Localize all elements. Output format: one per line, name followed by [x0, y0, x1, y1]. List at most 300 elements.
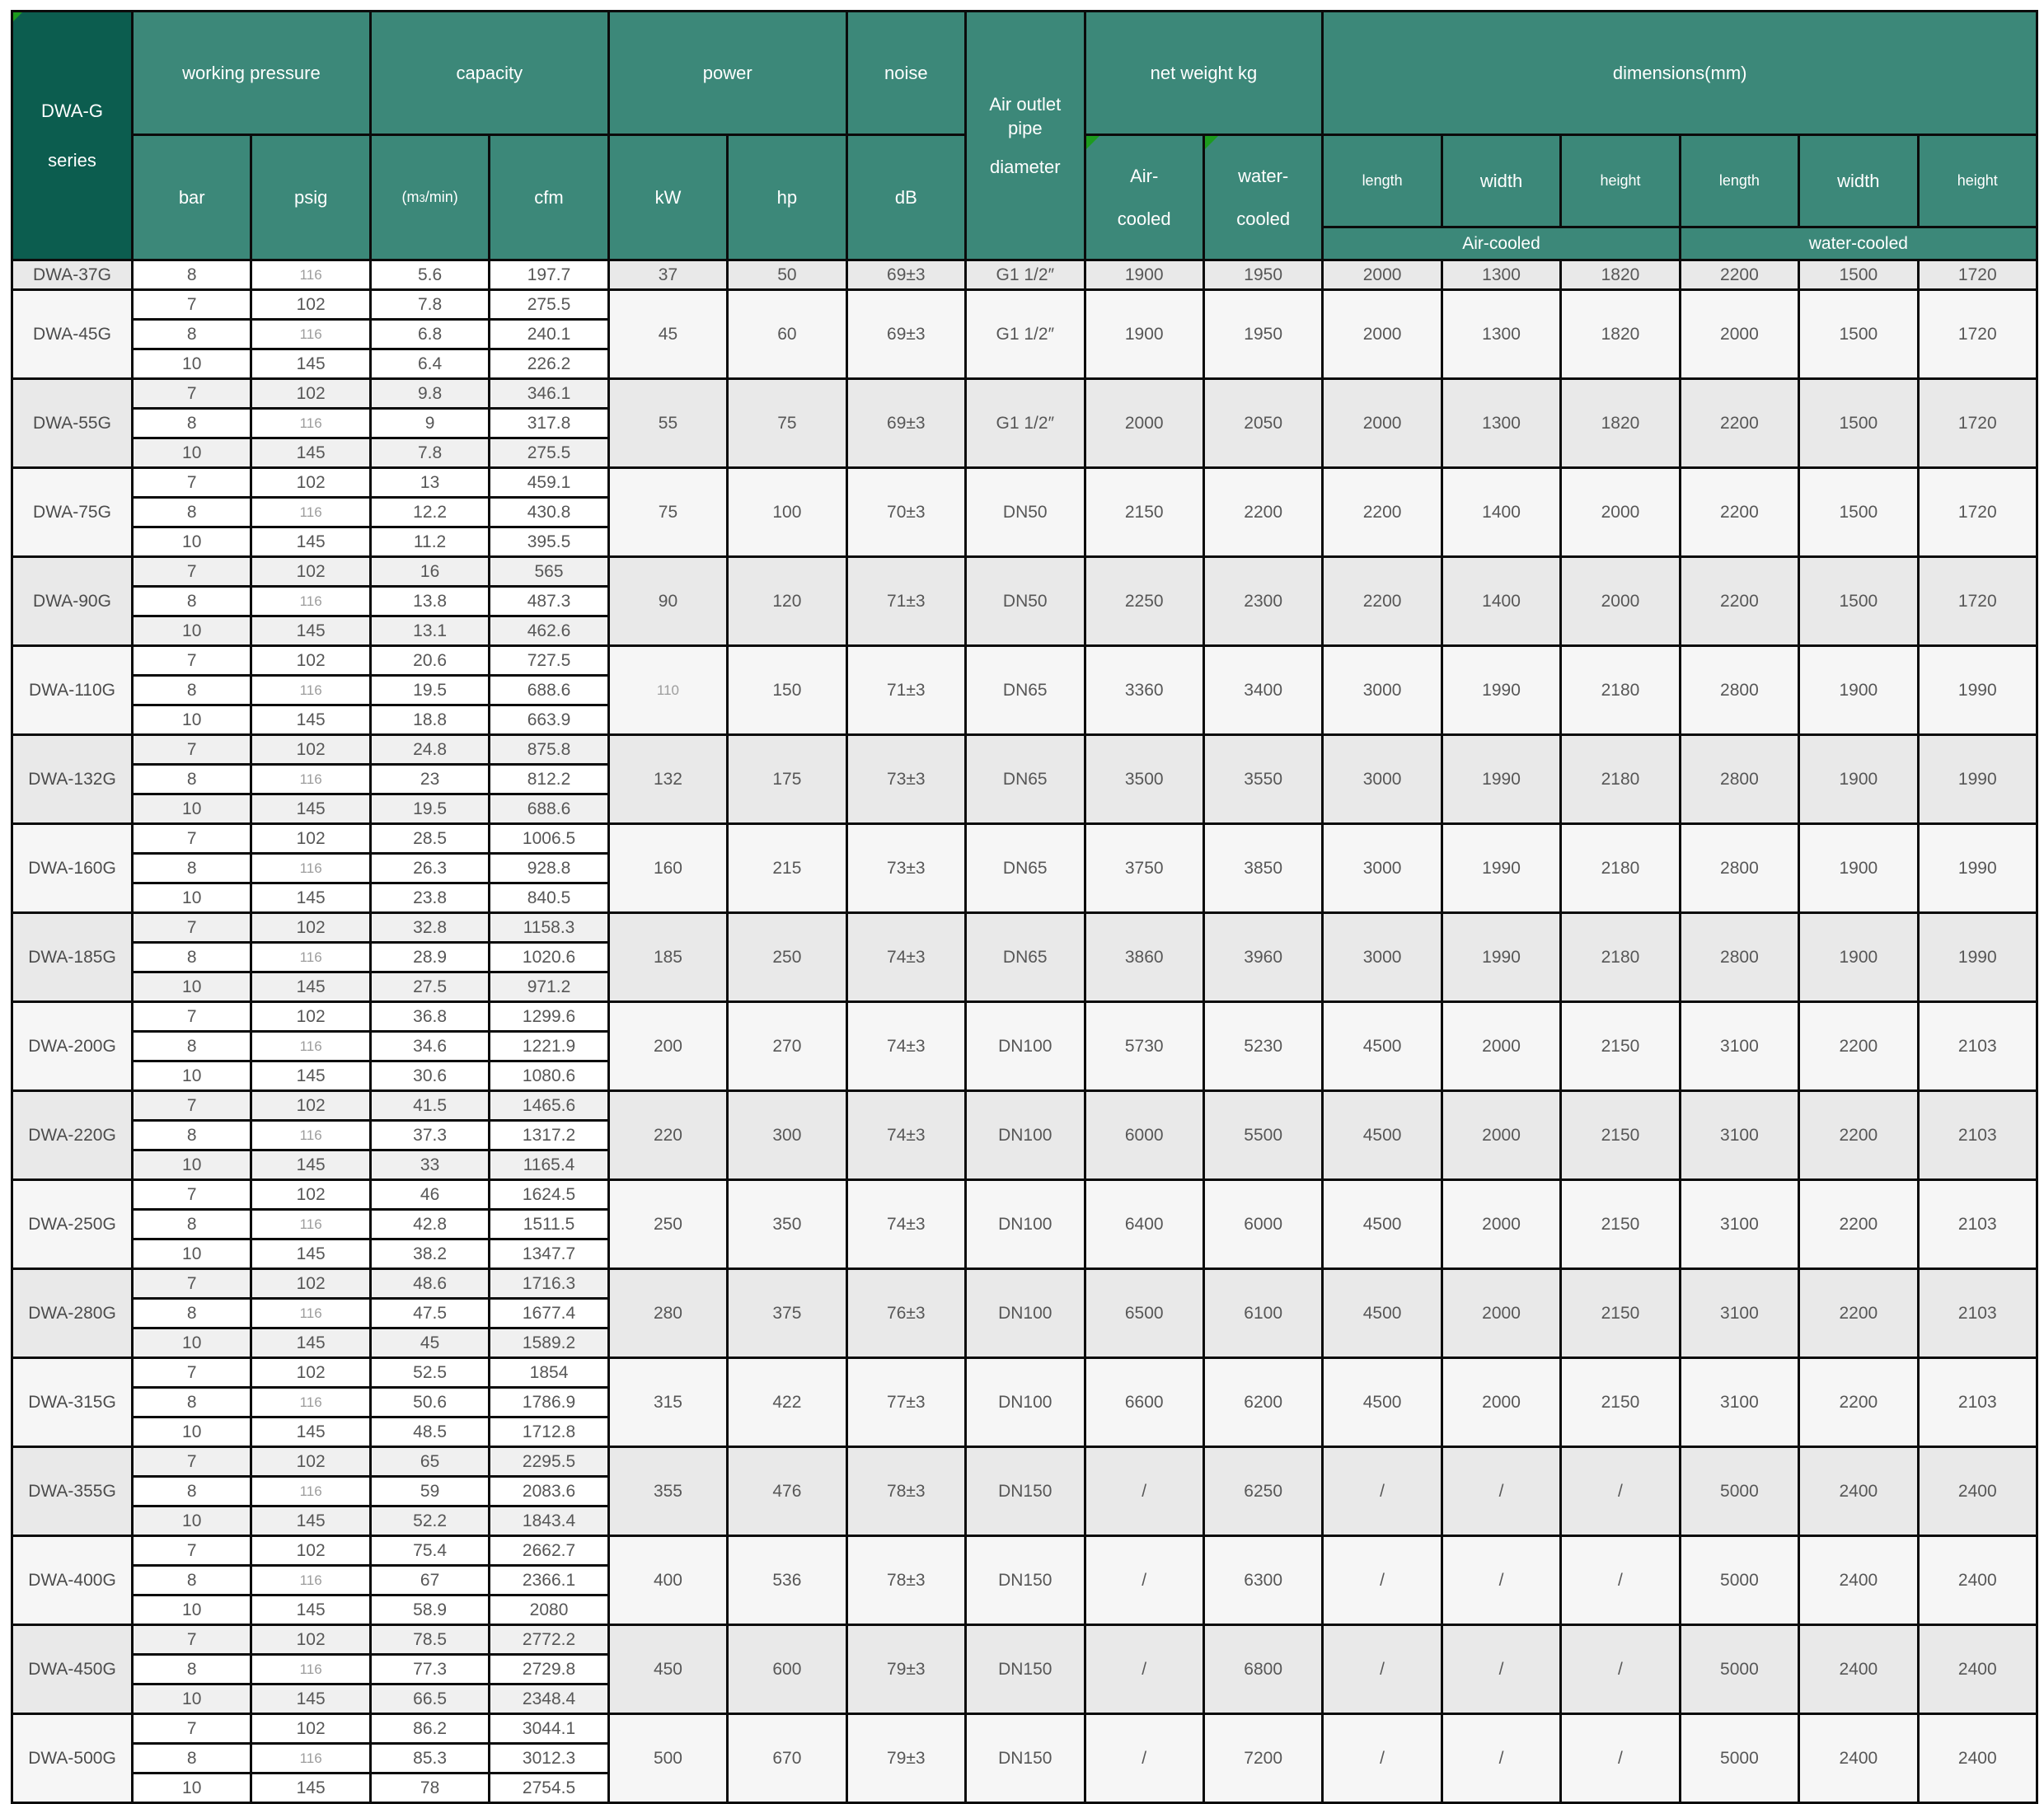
- group-header-dimensions: dimensions(mm): [1323, 12, 2037, 135]
- bar-cell: 10: [133, 1595, 251, 1625]
- psig-cell: 116: [251, 676, 370, 705]
- flow-cell: 13: [370, 468, 489, 498]
- noise-cell: 71±3: [846, 557, 965, 646]
- spec-row: [12, 1358, 2037, 1388]
- cfm-cell: 2080: [490, 1595, 608, 1625]
- wc-height-cell: 2400: [1918, 1536, 2037, 1625]
- weight-air-cell: 3860: [1085, 913, 1203, 1002]
- flow-cell: 13.1: [370, 616, 489, 646]
- model-cell: DWA-280G: [12, 1269, 133, 1358]
- pipe-cell: DN100: [966, 1091, 1085, 1180]
- cfm-cell: 840.5: [490, 883, 608, 913]
- model-cell: DWA-450G: [12, 1625, 133, 1714]
- cfm-cell: 1511.5: [490, 1210, 608, 1239]
- bar-cell: 8: [133, 409, 251, 438]
- psig-cell: 102: [251, 646, 370, 676]
- flow-cell: 11.2: [370, 527, 489, 557]
- noise-cell: 74±3: [846, 1180, 965, 1269]
- psig-cell: 102: [251, 1714, 370, 1744]
- psig-cell: 145: [251, 1150, 370, 1180]
- wc-width-cell: 2200: [1799, 1180, 1918, 1269]
- bar-cell: 7: [133, 1269, 251, 1299]
- flow-cell: 19.5: [370, 676, 489, 705]
- cfm-cell: 459.1: [490, 468, 608, 498]
- psig-cell: 145: [251, 1685, 370, 1714]
- psig-cell: 145: [251, 616, 370, 646]
- flow-cell: 24.8: [370, 735, 489, 765]
- wc-length-cell: 2800: [1680, 735, 1798, 824]
- wc-height-cell: 2103: [1918, 1269, 2037, 1358]
- psig-cell: 102: [251, 1447, 370, 1477]
- weight-water-cell: 6200: [1203, 1358, 1322, 1447]
- wc-length-cell: 3100: [1680, 1091, 1798, 1180]
- ac-width-cell: 1990: [1442, 646, 1560, 735]
- model-cell: DWA-400G: [12, 1536, 133, 1625]
- cfm-cell: 3012.3: [490, 1744, 608, 1774]
- noise-cell: 74±3: [846, 913, 965, 1002]
- cfm-cell: 430.8: [490, 498, 608, 527]
- psig-cell: 102: [251, 735, 370, 765]
- bar-cell: 7: [133, 1002, 251, 1032]
- table-body: [12, 260, 2037, 1803]
- flow-cell: 6.8: [370, 320, 489, 349]
- wc-length-cell: 5000: [1680, 1625, 1798, 1714]
- bar-cell: 7: [133, 468, 251, 498]
- cfm-cell: 1786.9: [490, 1388, 608, 1417]
- bar-cell: 7: [133, 1447, 251, 1477]
- noise-cell: 74±3: [846, 1091, 965, 1180]
- subheader-kw: kW: [608, 135, 727, 260]
- kw-cell: 160: [608, 824, 727, 913]
- psig-cell: 145: [251, 1506, 370, 1536]
- series-header-cell: [12, 12, 133, 260]
- wc-length-cell: 3100: [1680, 1180, 1798, 1269]
- weight-air-cell: 2250: [1085, 557, 1203, 646]
- wc-height-cell: 1720: [1918, 379, 2037, 468]
- psig-cell: 145: [251, 1774, 370, 1803]
- pipe-cell: G1 1/2″: [966, 379, 1085, 468]
- cfm-cell: 2772.2: [490, 1625, 608, 1655]
- wc-width-cell: 2400: [1799, 1625, 1918, 1714]
- bar-cell: 7: [133, 1714, 251, 1744]
- psig-cell: 116: [251, 765, 370, 794]
- wc-length-cell: 2800: [1680, 824, 1798, 913]
- weight-water-cell: 6800: [1203, 1625, 1322, 1714]
- ac-length-cell: 4500: [1323, 1091, 1442, 1180]
- wc-width-cell: 1900: [1799, 646, 1918, 735]
- bar-cell: 7: [133, 290, 251, 320]
- pipe-cell: DN100: [966, 1002, 1085, 1091]
- ac-width-cell: 1300: [1442, 379, 1560, 468]
- subheader-wc-width: width: [1799, 135, 1918, 227]
- kw-cell: 500: [608, 1714, 727, 1803]
- flow-cell: 66.5: [370, 1685, 489, 1714]
- ac-width-cell: /: [1442, 1714, 1560, 1803]
- flow-cell: 23.8: [370, 883, 489, 913]
- cfm-cell: 928.8: [490, 854, 608, 883]
- wc-height-cell: 1990: [1918, 735, 2037, 824]
- flow-cell: 13.8: [370, 587, 489, 616]
- bar-cell: 8: [133, 320, 251, 349]
- flow-cell: 5.6: [370, 260, 489, 290]
- kw-cell: 200: [608, 1002, 727, 1091]
- ac-length-cell: 4500: [1323, 1002, 1442, 1091]
- flow-cell: 67: [370, 1566, 489, 1595]
- flow-cell: 47.5: [370, 1299, 489, 1328]
- cfm-cell: 2729.8: [490, 1655, 608, 1685]
- bar-cell: 7: [133, 1358, 251, 1388]
- kw-cell: 110: [608, 646, 727, 735]
- pipe-cell: DN65: [966, 735, 1085, 824]
- pipe-cell: DN150: [966, 1447, 1085, 1536]
- psig-cell: 116: [251, 1121, 370, 1150]
- weight-air-cell: 3500: [1085, 735, 1203, 824]
- bar-cell: 8: [133, 1744, 251, 1774]
- ac-height-cell: 2150: [1561, 1358, 1680, 1447]
- flow-cell: 46: [370, 1180, 489, 1210]
- cfm-cell: 1712.8: [490, 1417, 608, 1447]
- pipe-cell: DN100: [966, 1358, 1085, 1447]
- weight-water-cell: 7200: [1203, 1714, 1322, 1803]
- cooling-label-air: Air-cooled: [1323, 227, 1680, 260]
- spec-row: [12, 1447, 2037, 1477]
- flow-cell: 12.2: [370, 498, 489, 527]
- subheader-bar: bar: [133, 135, 251, 260]
- weight-air-cell: 3750: [1085, 824, 1203, 913]
- bar-cell: 10: [133, 1328, 251, 1358]
- wc-width-cell: 1500: [1799, 260, 1918, 290]
- model-cell: DWA-55G: [12, 379, 133, 468]
- spec-row: [12, 1269, 2037, 1299]
- ac-length-cell: 4500: [1323, 1358, 1442, 1447]
- bar-cell: 10: [133, 438, 251, 468]
- ac-length-cell: 2200: [1323, 468, 1442, 557]
- psig-cell: 116: [251, 1566, 370, 1595]
- wc-length-cell: 3100: [1680, 1002, 1798, 1091]
- cfm-cell: 1677.4: [490, 1299, 608, 1328]
- wc-width-cell: 1500: [1799, 468, 1918, 557]
- weight-water-cell: 2300: [1203, 557, 1322, 646]
- psig-cell: 145: [251, 1417, 370, 1447]
- cfm-cell: 2366.1: [490, 1566, 608, 1595]
- flow-cell: 7.8: [370, 438, 489, 468]
- pipe-cell: DN65: [966, 913, 1085, 1002]
- spec-row: [12, 1180, 2037, 1210]
- psig-cell: 116: [251, 1655, 370, 1685]
- bar-cell: 7: [133, 735, 251, 765]
- bar-cell: 10: [133, 1685, 251, 1714]
- hp-cell: 100: [728, 468, 846, 557]
- weight-water-cell: 3960: [1203, 913, 1322, 1002]
- model-cell: DWA-220G: [12, 1091, 133, 1180]
- psig-cell: 102: [251, 379, 370, 409]
- bar-cell: 10: [133, 527, 251, 557]
- noise-cell: 69±3: [846, 379, 965, 468]
- ac-width-cell: 2000: [1442, 1358, 1560, 1447]
- kw-cell: 55: [608, 379, 727, 468]
- bar-cell: 8: [133, 1032, 251, 1061]
- noise-cell: 70±3: [846, 468, 965, 557]
- hp-cell: 150: [728, 646, 846, 735]
- ac-height-cell: 2180: [1561, 913, 1680, 1002]
- subheader-weight-air-cooled: Air- cooled: [1085, 135, 1203, 260]
- ac-width-cell: 1400: [1442, 557, 1560, 646]
- wc-height-cell: 1990: [1918, 913, 2037, 1002]
- bar-cell: 8: [133, 1655, 251, 1685]
- weight-water-cell: 1950: [1203, 290, 1322, 379]
- wc-width-cell: 2200: [1799, 1358, 1918, 1447]
- bar-cell: 8: [133, 1299, 251, 1328]
- wc-width-cell: 1500: [1799, 290, 1918, 379]
- hp-cell: 422: [728, 1358, 846, 1447]
- psig-cell: 116: [251, 587, 370, 616]
- hp-cell: 350: [728, 1180, 846, 1269]
- ac-width-cell: 1990: [1442, 824, 1560, 913]
- air-outlet-pipe-line1: Air outlet pipe: [989, 93, 1062, 138]
- cfm-cell: 1165.4: [490, 1150, 608, 1180]
- flow-cell: 9: [370, 409, 489, 438]
- ac-length-cell: /: [1323, 1536, 1442, 1625]
- ac-height-cell: 2150: [1561, 1269, 1680, 1358]
- bar-cell: 7: [133, 379, 251, 409]
- weight-water-cell: 5230: [1203, 1002, 1322, 1091]
- cfm-cell: 1020.6: [490, 943, 608, 972]
- flow-cell: 45: [370, 1328, 489, 1358]
- wc-height-cell: 1720: [1918, 468, 2037, 557]
- wc-width-cell: 2400: [1799, 1714, 1918, 1803]
- cfm-cell: 462.6: [490, 616, 608, 646]
- wc-width-cell: 1900: [1799, 824, 1918, 913]
- wc-height-cell: 1720: [1918, 557, 2037, 646]
- flow-cell: 23: [370, 765, 489, 794]
- wc-height-cell: 1720: [1918, 290, 2037, 379]
- flow-cell: 7.8: [370, 290, 489, 320]
- cfm-cell: 395.5: [490, 527, 608, 557]
- subheader-hp: hp: [728, 135, 846, 260]
- wc-length-cell: 2800: [1680, 913, 1798, 1002]
- psig-cell: 102: [251, 913, 370, 943]
- ac-height-cell: /: [1561, 1447, 1680, 1536]
- bar-cell: 10: [133, 794, 251, 824]
- bar-cell: 8: [133, 1566, 251, 1595]
- bar-cell: 7: [133, 1625, 251, 1655]
- psig-cell: 145: [251, 794, 370, 824]
- group-header-net-weight: net weight kg: [1085, 12, 1323, 135]
- ac-length-cell: 3000: [1323, 824, 1442, 913]
- flow-cell: 9.8: [370, 379, 489, 409]
- kw-cell: 280: [608, 1269, 727, 1358]
- psig-cell: 116: [251, 320, 370, 349]
- ac-length-cell: /: [1323, 1714, 1442, 1803]
- bar-cell: 7: [133, 1091, 251, 1121]
- weight-water-cell: 2050: [1203, 379, 1322, 468]
- cfm-cell: 727.5: [490, 646, 608, 676]
- cfm-cell: 1317.2: [490, 1121, 608, 1150]
- cfm-cell: 317.8: [490, 409, 608, 438]
- cfm-cell: 1158.3: [490, 913, 608, 943]
- psig-cell: 102: [251, 557, 370, 587]
- psig-cell: 116: [251, 1744, 370, 1774]
- flow-cell: 48.6: [370, 1269, 489, 1299]
- bar-cell: 10: [133, 1239, 251, 1269]
- ac-height-cell: 2180: [1561, 646, 1680, 735]
- weight-water-cell: 2200: [1203, 468, 1322, 557]
- noise-cell: 73±3: [846, 735, 965, 824]
- hp-cell: 215: [728, 824, 846, 913]
- group-header-power: power: [608, 12, 846, 135]
- cfm-cell: 197.7: [490, 260, 608, 290]
- noise-cell: 69±3: [846, 290, 965, 379]
- pipe-cell: DN65: [966, 824, 1085, 913]
- cfm-cell: 1624.5: [490, 1180, 608, 1210]
- ac-height-cell: 1820: [1561, 379, 1680, 468]
- wc-width-cell: 1500: [1799, 557, 1918, 646]
- ac-length-cell: /: [1323, 1625, 1442, 1714]
- cfm-cell: 875.8: [490, 735, 608, 765]
- weight-air-cell: 1900: [1085, 260, 1203, 290]
- subheader-db: dB: [846, 135, 965, 260]
- flow-cell: 42.8: [370, 1210, 489, 1239]
- ac-height-cell: 2000: [1561, 557, 1680, 646]
- cfm-cell: 240.1: [490, 320, 608, 349]
- psig-cell: 102: [251, 1625, 370, 1655]
- cfm-cell: 275.5: [490, 290, 608, 320]
- cfm-cell: 346.1: [490, 379, 608, 409]
- ac-width-cell: 1990: [1442, 735, 1560, 824]
- bar-cell: 10: [133, 1417, 251, 1447]
- psig-cell: 116: [251, 943, 370, 972]
- cfm-cell: 1347.7: [490, 1239, 608, 1269]
- weight-water-cell: 6100: [1203, 1269, 1322, 1358]
- hp-cell: 300: [728, 1091, 846, 1180]
- psig-cell: 145: [251, 1061, 370, 1091]
- wc-length-cell: 2200: [1680, 379, 1798, 468]
- wc-height-cell: 2103: [1918, 1002, 2037, 1091]
- model-cell: DWA-315G: [12, 1358, 133, 1447]
- kw-cell: 185: [608, 913, 727, 1002]
- wc-length-cell: 2000: [1680, 290, 1798, 379]
- wc-length-cell: 2200: [1680, 557, 1798, 646]
- ac-width-cell: /: [1442, 1536, 1560, 1625]
- ac-length-cell: 3000: [1323, 646, 1442, 735]
- bar-cell: 10: [133, 1150, 251, 1180]
- ac-height-cell: 2180: [1561, 824, 1680, 913]
- header-row-groups: [12, 12, 2037, 135]
- wc-height-cell: 2103: [1918, 1358, 2037, 1447]
- noise-cell: 79±3: [846, 1714, 965, 1803]
- bar-cell: 7: [133, 1180, 251, 1210]
- cfm-cell: 2083.6: [490, 1477, 608, 1506]
- cfm-cell: 1465.6: [490, 1091, 608, 1121]
- bar-cell: 7: [133, 824, 251, 854]
- ac-width-cell: 1300: [1442, 290, 1560, 379]
- group-header-noise: noise: [846, 12, 965, 135]
- model-cell: DWA-132G: [12, 735, 133, 824]
- kw-cell: 37: [608, 260, 727, 290]
- flow-cell: 20.6: [370, 646, 489, 676]
- ac-width-cell: 1400: [1442, 468, 1560, 557]
- ac-height-cell: /: [1561, 1714, 1680, 1803]
- model-cell: DWA-185G: [12, 913, 133, 1002]
- bar-cell: 10: [133, 1061, 251, 1091]
- bar-cell: 8: [133, 1210, 251, 1239]
- subheader-ac-height: height: [1561, 135, 1680, 227]
- ac-width-cell: 2000: [1442, 1091, 1560, 1180]
- wc-length-cell: 5000: [1680, 1447, 1798, 1536]
- ac-length-cell: 3000: [1323, 913, 1442, 1002]
- kw-cell: 450: [608, 1625, 727, 1714]
- group-header-air-outlet-pipe: [966, 12, 1085, 260]
- bar-cell: 8: [133, 587, 251, 616]
- wc-length-cell: 5000: [1680, 1714, 1798, 1803]
- hp-cell: 375: [728, 1269, 846, 1358]
- corner-flag-icon: [1086, 136, 1099, 149]
- cooling-label-water: water-cooled: [1680, 227, 2037, 260]
- ac-length-cell: 2000: [1323, 260, 1442, 290]
- spec-row: [12, 646, 2037, 676]
- weight-water-cell: 6000: [1203, 1180, 1322, 1269]
- flow-cell: 41.5: [370, 1091, 489, 1121]
- cfm-cell: 2754.5: [490, 1774, 608, 1803]
- flow-cell: 65: [370, 1447, 489, 1477]
- cfm-cell: 1843.4: [490, 1506, 608, 1536]
- wc-height-cell: 2103: [1918, 1180, 2037, 1269]
- hp-cell: 250: [728, 913, 846, 1002]
- psig-cell: 102: [251, 290, 370, 320]
- psig-cell: 102: [251, 1269, 370, 1299]
- ac-length-cell: 4500: [1323, 1180, 1442, 1269]
- flow-cell: 19.5: [370, 794, 489, 824]
- psig-cell: 102: [251, 1358, 370, 1388]
- table-header: [12, 12, 2037, 260]
- psig-cell: 116: [251, 1210, 370, 1239]
- wc-width-cell: 2200: [1799, 1002, 1918, 1091]
- ac-height-cell: 2150: [1561, 1091, 1680, 1180]
- psig-cell: 145: [251, 883, 370, 913]
- flow-cell: 77.3: [370, 1655, 489, 1685]
- pipe-cell: DN150: [966, 1536, 1085, 1625]
- spec-row: [12, 557, 2037, 587]
- hp-cell: 60: [728, 290, 846, 379]
- wc-width-cell: 1900: [1799, 735, 1918, 824]
- weight-air-cell: /: [1085, 1625, 1203, 1714]
- bar-cell: 10: [133, 1506, 251, 1536]
- flow-cell: 33: [370, 1150, 489, 1180]
- ac-width-cell: 2000: [1442, 1180, 1560, 1269]
- bar-cell: 10: [133, 883, 251, 913]
- cfm-cell: 1299.6: [490, 1002, 608, 1032]
- bar-cell: 8: [133, 676, 251, 705]
- spec-row: [12, 1625, 2037, 1655]
- weight-air-cell: /: [1085, 1447, 1203, 1536]
- psig-cell: 102: [251, 1536, 370, 1566]
- weight-air-cell: 3360: [1085, 646, 1203, 735]
- kw-cell: 250: [608, 1180, 727, 1269]
- ac-width-cell: 2000: [1442, 1002, 1560, 1091]
- noise-cell: 76±3: [846, 1269, 965, 1358]
- ac-height-cell: 2180: [1561, 735, 1680, 824]
- psig-cell: 102: [251, 1002, 370, 1032]
- weight-water-cell: 1950: [1203, 260, 1322, 290]
- spec-row: [12, 1536, 2037, 1566]
- spec-row: [12, 290, 2037, 320]
- flow-cell: 27.5: [370, 972, 489, 1002]
- pipe-cell: DN100: [966, 1269, 1085, 1358]
- weight-air-cell: /: [1085, 1536, 1203, 1625]
- bar-cell: 7: [133, 913, 251, 943]
- ac-length-cell: 2200: [1323, 557, 1442, 646]
- flow-cell: 37.3: [370, 1121, 489, 1150]
